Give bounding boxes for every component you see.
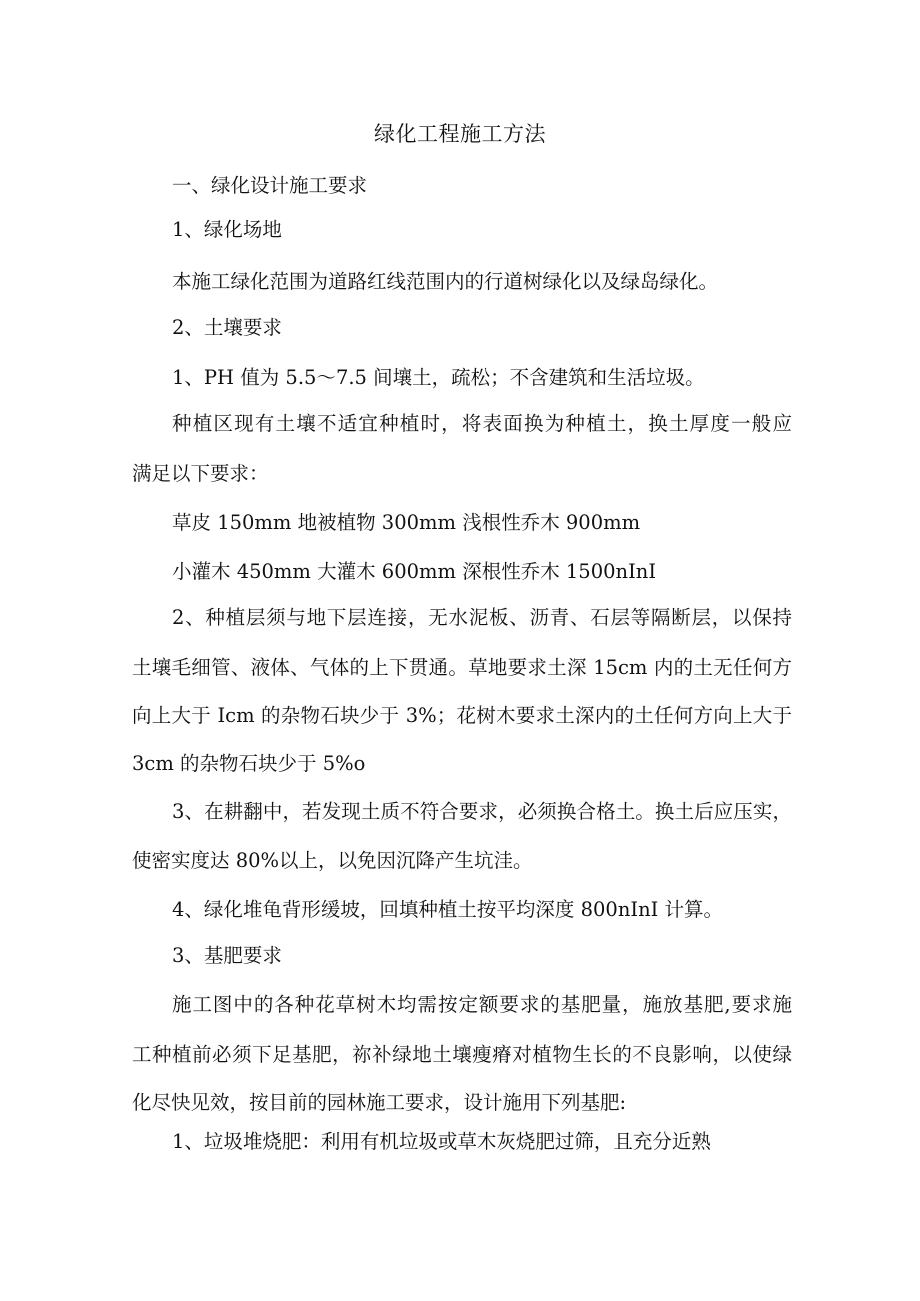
paragraph-tillage-line-1: 3、在耕翻中，若发现土质不符合要求，必须换合格土。换土后应压实，	[172, 800, 792, 823]
paragraph-compost-fertilizer: 1、垃圾堆烧肥：利用有机垃圾或草木灰烧肥过筛，且充分近熟	[172, 1130, 711, 1153]
paragraph-fertilizer-line-1: 施工图中的各种花草树木均需按定额要求的基肥量，施放基肥,要求施	[172, 993, 792, 1016]
paragraph-greening-scope: 本施工绿化范围为道路红线范围内的行道树绿化以及绿岛绿化。	[172, 270, 719, 293]
subsection-heading-base-fertilizer: 3、基肥要求	[172, 944, 282, 967]
paragraph-tillage-line-2: 使密实度达 80%以上，以免因沉降产生坑洼。	[132, 849, 533, 872]
subsection-heading-greening-site: 1、绿化场地	[172, 218, 282, 241]
paragraph-layer-line-1: 2、种植层须与地下层连接，无水泥板、沥青、石层等隔断层，以保持	[172, 606, 792, 629]
section-heading-1: 一、绿化设计施工要求	[172, 174, 368, 197]
soil-depth-line-1: 草皮 150mm 地被植物 300mm 浅根性乔木 900mm	[172, 511, 641, 534]
paragraph-planting-soil-line-2: 满足以下要求：	[132, 462, 269, 485]
paragraph-slope-requirement: 4、绿化堆龟背形缓坡，回填种植土按平均深度 800nInI 计算。	[172, 898, 724, 921]
paragraph-fertilizer-line-2: 工种植前必须下足基肥，祢补绿地土壤瘦瘠对植物生长的不良影响，以使绿	[132, 1043, 792, 1066]
document-title: 绿化工程施工方法	[374, 122, 546, 146]
subsection-heading-soil: 2、土壤要求	[172, 316, 282, 339]
paragraph-layer-line-3: 向上大于 Icm 的杂物石块少于 3%；花树木要求土深内的土任何方向上大于	[132, 704, 792, 727]
paragraph-layer-line-2: 土壤毛细管、液体、气体的上下贯通。草地要求土深 15cm 内的土无任何方	[132, 656, 792, 679]
paragraph-fertilizer-line-3: 化尽快见效，按目前的园林施工要求，设计施用下列基肥:	[132, 1091, 627, 1114]
paragraph-ph-requirement: 1、PH 值为 5.5～7.5 间壤土，疏松；不含建筑和生活垃圾。	[172, 366, 705, 389]
soil-depth-line-2: 小灌木 450mm 大灌木 600mm 深根性乔木 1500nInI	[172, 560, 657, 583]
paragraph-layer-line-4: 3cm 的杂物石块少于 5%o	[132, 752, 366, 775]
paragraph-planting-soil-line-1: 种植区现有土壤不适宜种植时，将表面换为种植土，换土厚度一般应	[172, 412, 792, 435]
